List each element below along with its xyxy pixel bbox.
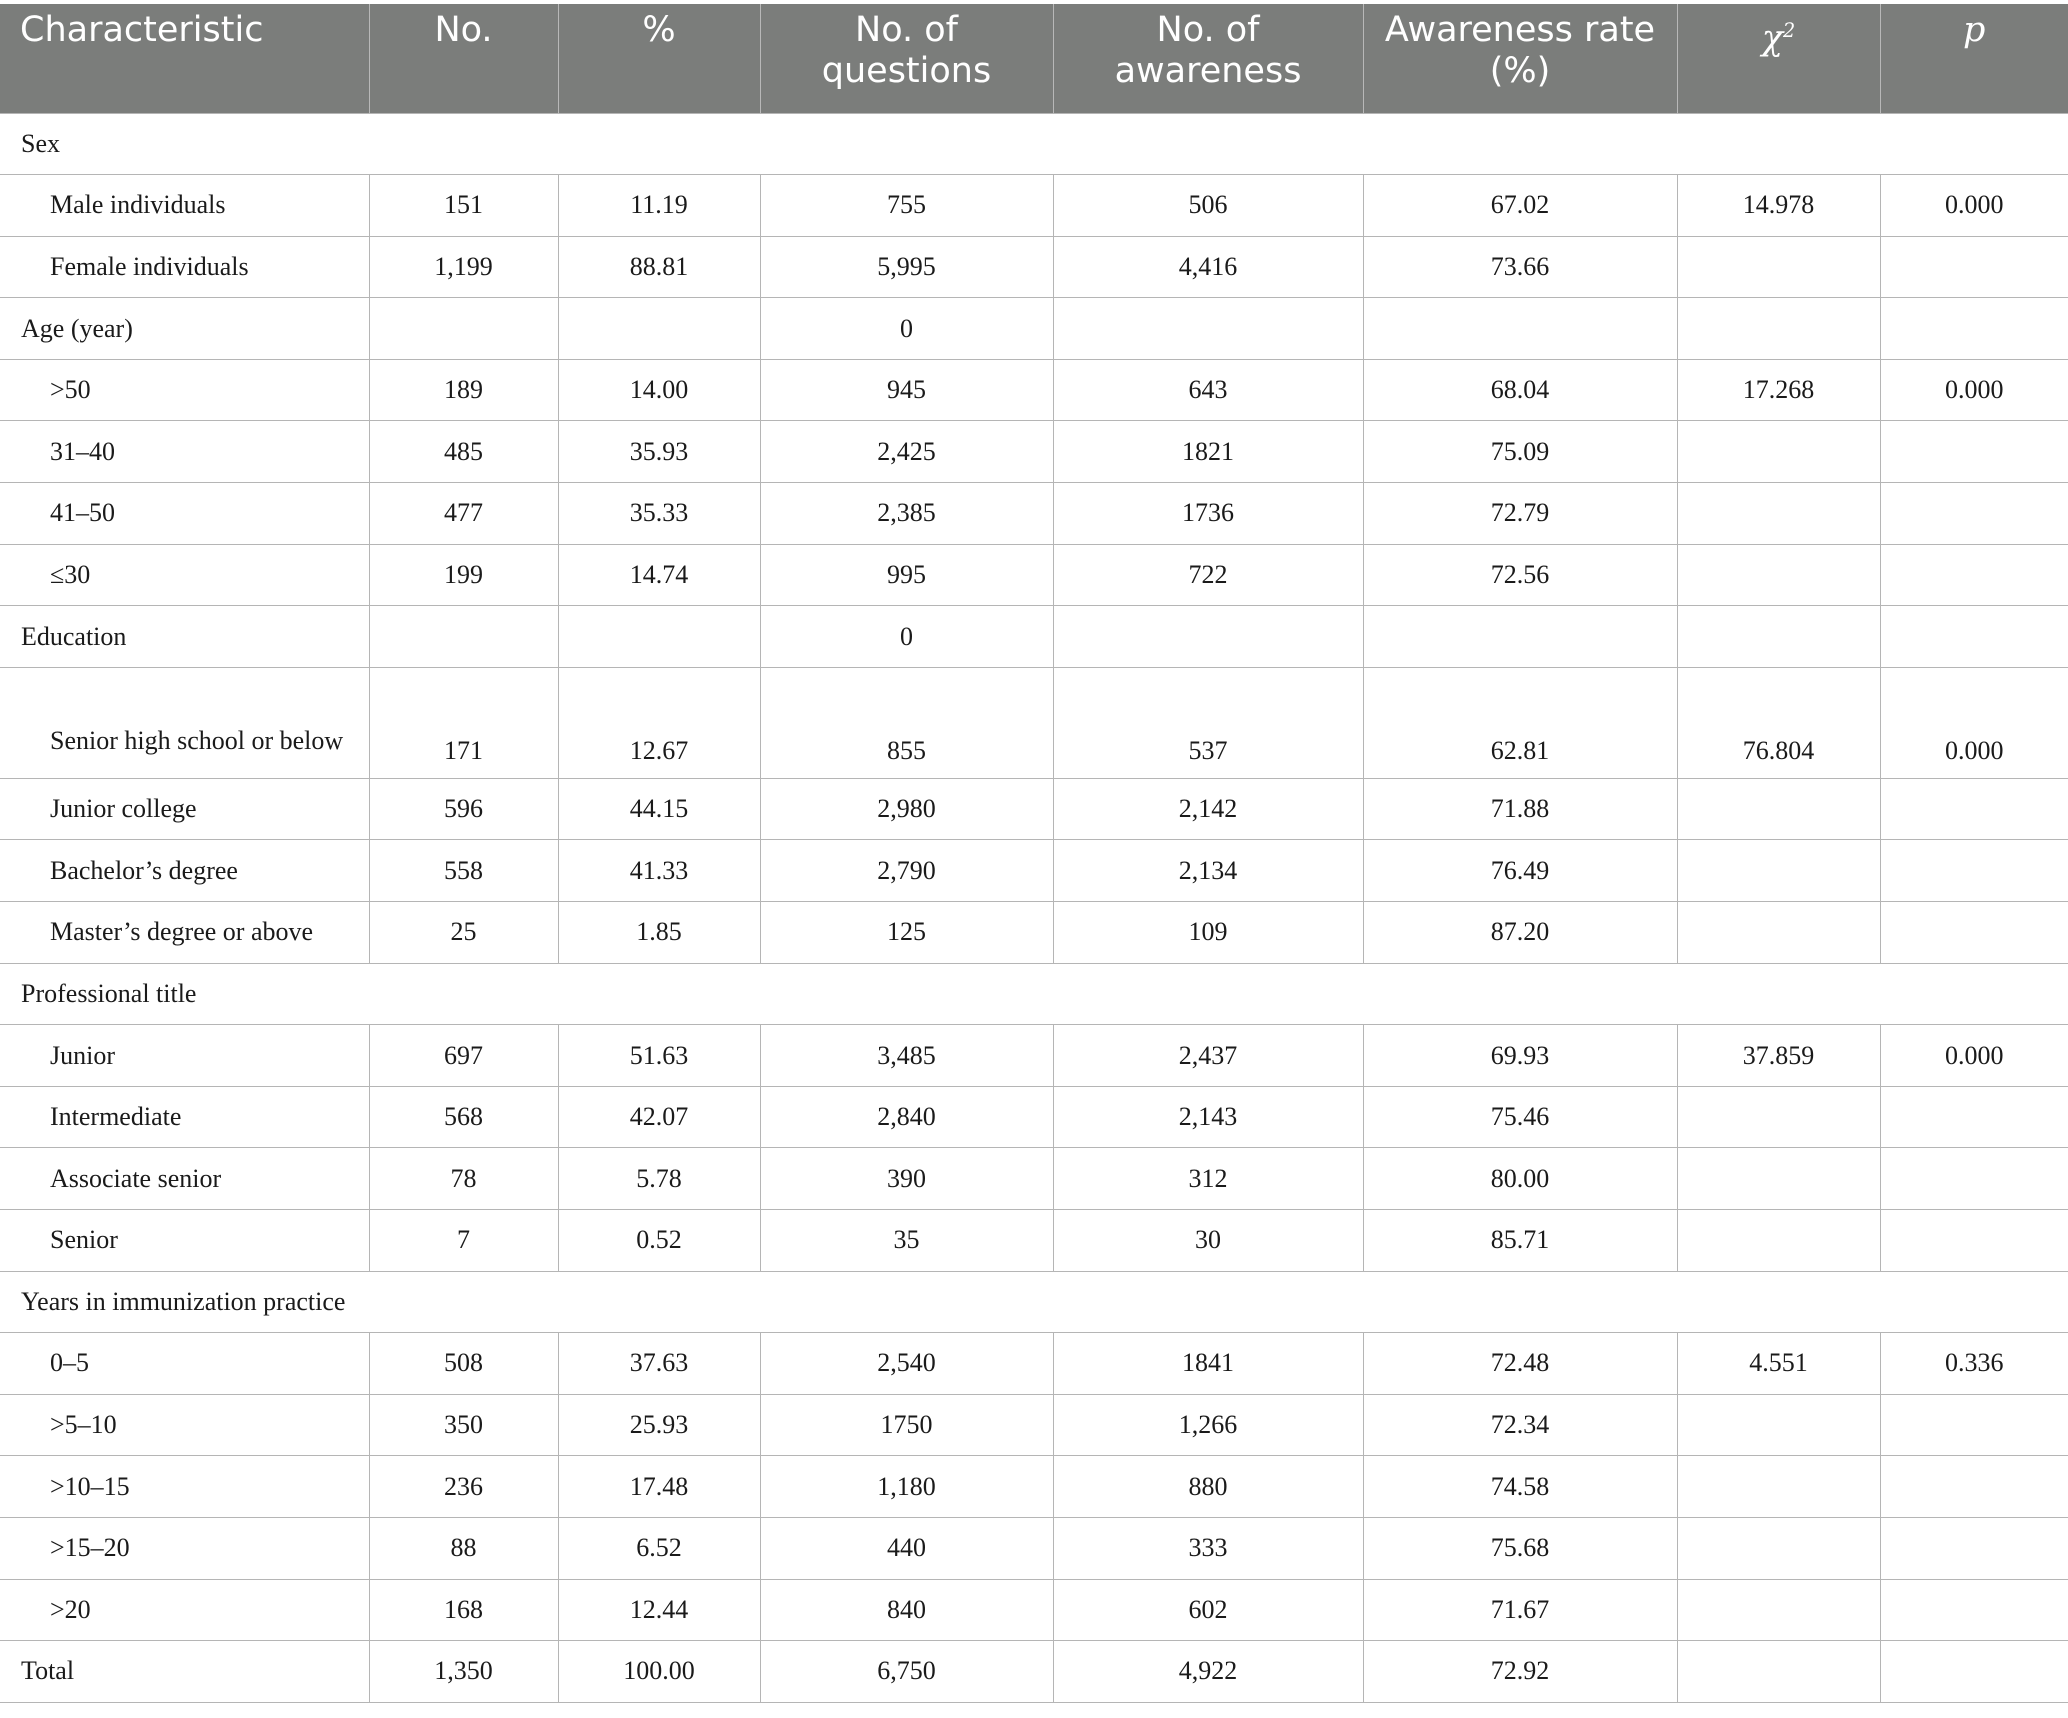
cell-chi-square — [1677, 1394, 1880, 1456]
table-row — [0, 1394, 2068, 1456]
cell-awareness-rate: 68.04 — [1363, 359, 1677, 421]
cell-questions: 945 — [760, 359, 1053, 421]
cell-chi-square — [1677, 421, 1880, 483]
cell-percent: 5.78 — [558, 1148, 760, 1210]
cell-chi-square — [1677, 483, 1880, 545]
cell-percent: 37.63 — [558, 1333, 760, 1395]
group-row-years-in-practice — [0, 1271, 2068, 1333]
total-row — [0, 1641, 2068, 1703]
cell-no: 1,199 — [369, 236, 558, 298]
cell-p-value — [1880, 421, 2068, 483]
cell-questions: 2,385 — [760, 483, 1053, 545]
cell-percent: 25.93 — [558, 1394, 760, 1456]
cell-awareness: 537 — [1053, 667, 1363, 778]
cell-no: 508 — [369, 1333, 558, 1395]
table-row — [0, 1210, 2068, 1272]
cell-no: 1,350 — [369, 1641, 558, 1703]
cell-awareness-rate: 75.68 — [1363, 1517, 1677, 1579]
cell-awareness-rate: 72.56 — [1363, 544, 1677, 606]
cell-awareness-rate: 72.48 — [1363, 1333, 1677, 1395]
characteristics-table — [0, 4, 2068, 1703]
cell-no: 485 — [369, 421, 558, 483]
cell-percent: 1.85 — [558, 902, 760, 964]
cell-chi-square — [1677, 902, 1880, 964]
table-row — [0, 1333, 2068, 1395]
group-row-age — [0, 298, 2068, 360]
cell-chi-square — [1677, 1148, 1880, 1210]
cell-questions: 0 — [760, 606, 1053, 668]
cell-chi-square: 76.804 — [1677, 667, 1880, 778]
cell-no: 151 — [369, 175, 558, 237]
cell-awareness: 1,266 — [1053, 1394, 1363, 1456]
cell-characteristic: Senior — [0, 1210, 369, 1272]
cell-chi-square — [1677, 840, 1880, 902]
cell-percent: 44.15 — [558, 778, 760, 840]
cell-chi-square: 4.551 — [1677, 1333, 1880, 1395]
cell-p-value — [1880, 1456, 2068, 1518]
cell-p-value: 0.000 — [1880, 175, 2068, 237]
cell-no: 558 — [369, 840, 558, 902]
cell-questions: 755 — [760, 175, 1053, 237]
cell-no: 168 — [369, 1579, 558, 1641]
table-row — [0, 902, 2068, 964]
cell-no: 199 — [369, 544, 558, 606]
cell-awareness-rate: 67.02 — [1363, 175, 1677, 237]
cell-awareness: 30 — [1053, 1210, 1363, 1272]
header-chi-square: $\chi^2$ — [1677, 4, 1880, 113]
cell-questions: 1,180 — [760, 1456, 1053, 1518]
cell-awareness-rate: 69.93 — [1363, 1025, 1677, 1087]
cell-chi-square — [1677, 1517, 1880, 1579]
cell-characteristic: Senior high school or below — [0, 667, 369, 778]
cell-questions: 440 — [760, 1517, 1053, 1579]
cell-awareness: 333 — [1053, 1517, 1363, 1579]
cell-percent: 14.74 — [558, 544, 760, 606]
cell-chi-square — [1677, 236, 1880, 298]
group-label: Education — [0, 606, 369, 668]
cell-percent: 6.52 — [558, 1517, 760, 1579]
cell-questions: 2,790 — [760, 840, 1053, 902]
cell-awareness-rate: 75.09 — [1363, 421, 1677, 483]
cell-no: 568 — [369, 1086, 558, 1148]
cell-characteristic: >20 — [0, 1579, 369, 1641]
cell-awareness: 2,437 — [1053, 1025, 1363, 1087]
cell-chi-square — [1677, 1641, 1880, 1703]
cell-characteristic: Male individuals — [0, 175, 369, 237]
cell-p-value — [1880, 902, 2068, 964]
cell-awareness-rate: 76.49 — [1363, 840, 1677, 902]
table-row — [0, 1517, 2068, 1579]
cell-chi-square — [1677, 1456, 1880, 1518]
cell-questions: 995 — [760, 544, 1053, 606]
cell-characteristic: Junior college — [0, 778, 369, 840]
group-row-sex — [0, 113, 2068, 175]
table-row — [0, 175, 2068, 237]
cell-percent: 11.19 — [558, 175, 760, 237]
cell-no: 596 — [369, 778, 558, 840]
cell-characteristic: 41–50 — [0, 483, 369, 545]
header-awareness-rate: Awareness rate (%) — [1363, 4, 1677, 113]
cell-chi-square — [1677, 1086, 1880, 1148]
cell-p-value — [1880, 236, 2068, 298]
table-row — [0, 1456, 2068, 1518]
cell-p-value — [1880, 1517, 2068, 1579]
cell-percent: 12.44 — [558, 1579, 760, 1641]
table-header-row — [0, 4, 2068, 113]
cell-p-value — [1880, 1394, 2068, 1456]
cell-p-value — [1880, 778, 2068, 840]
table-row — [0, 1148, 2068, 1210]
cell-questions: 2,980 — [760, 778, 1053, 840]
cell-no: 171 — [369, 667, 558, 778]
table-row — [0, 236, 2068, 298]
cell-p-value — [1880, 1148, 2068, 1210]
header-characteristic: Characteristic — [0, 4, 369, 113]
cell-awareness: 506 — [1053, 175, 1363, 237]
cell-chi-square — [1677, 544, 1880, 606]
cell-characteristic: >5–10 — [0, 1394, 369, 1456]
cell-awareness-rate: 74.58 — [1363, 1456, 1677, 1518]
cell-awareness: 1841 — [1053, 1333, 1363, 1395]
cell-percent: 88.81 — [558, 236, 760, 298]
cell-questions: 390 — [760, 1148, 1053, 1210]
group-label: Years in immunization practice — [0, 1271, 2068, 1333]
cell-p-value — [1880, 1210, 2068, 1272]
cell-p-value — [1880, 483, 2068, 545]
cell-p-value — [1880, 1579, 2068, 1641]
header-no: No. — [369, 4, 558, 113]
cell-awareness: 722 — [1053, 544, 1363, 606]
cell-p-value: 0.000 — [1880, 359, 2068, 421]
cell-questions: 1750 — [760, 1394, 1053, 1456]
cell-questions: 3,485 — [760, 1025, 1053, 1087]
cell-p-value — [1880, 1641, 2068, 1703]
cell-characteristic: Master’s degree or above — [0, 902, 369, 964]
group-row-education — [0, 606, 2068, 668]
cell-chi-square: 37.859 — [1677, 1025, 1880, 1087]
cell-awareness-rate: 72.34 — [1363, 1394, 1677, 1456]
cell-characteristic: ≤30 — [0, 544, 369, 606]
table-row — [0, 359, 2068, 421]
cell-awareness: 109 — [1053, 902, 1363, 964]
cell-awareness-rate: 72.79 — [1363, 483, 1677, 545]
cell-percent: 41.33 — [558, 840, 760, 902]
cell-questions: 840 — [760, 1579, 1053, 1641]
header-no-of-awareness: No. of awareness — [1053, 4, 1363, 113]
cell-awareness: 4,416 — [1053, 236, 1363, 298]
cell-questions: 2,425 — [760, 421, 1053, 483]
cell-chi-square: 14.978 — [1677, 175, 1880, 237]
cell-no: 350 — [369, 1394, 558, 1456]
cell-characteristic: Intermediate — [0, 1086, 369, 1148]
cell-awareness-rate: 71.88 — [1363, 778, 1677, 840]
cell-no: 78 — [369, 1148, 558, 1210]
cell-awareness: 1736 — [1053, 483, 1363, 545]
cell-p-value — [1880, 544, 2068, 606]
cell-questions: 2,840 — [760, 1086, 1053, 1148]
table-row — [0, 778, 2068, 840]
cell-characteristic: Total — [0, 1641, 369, 1703]
cell-no: 7 — [369, 1210, 558, 1272]
table-row — [0, 667, 2068, 778]
cell-percent: 51.63 — [558, 1025, 760, 1087]
table-row — [0, 544, 2068, 606]
table-row — [0, 1579, 2068, 1641]
cell-awareness-rate: 85.71 — [1363, 1210, 1677, 1272]
cell-questions: 35 — [760, 1210, 1053, 1272]
table-row — [0, 483, 2068, 545]
cell-awareness: 602 — [1053, 1579, 1363, 1641]
cell-p-value: 0.000 — [1880, 667, 2068, 778]
table-row — [0, 421, 2068, 483]
cell-percent: 14.00 — [558, 359, 760, 421]
cell-awareness-rate: 62.81 — [1363, 667, 1677, 778]
cell-no: 88 — [369, 1517, 558, 1579]
cell-chi-square: 17.268 — [1677, 359, 1880, 421]
cell-awareness-rate: 75.46 — [1363, 1086, 1677, 1148]
cell-characteristic: Bachelor’s degree — [0, 840, 369, 902]
cell-awareness: 643 — [1053, 359, 1363, 421]
cell-p-value: 0.000 — [1880, 1025, 2068, 1087]
cell-no: 189 — [369, 359, 558, 421]
cell-awareness: 2,134 — [1053, 840, 1363, 902]
cell-chi-square — [1677, 1579, 1880, 1641]
group-label: Sex — [0, 113, 2068, 175]
cell-p-value — [1880, 840, 2068, 902]
cell-characteristic: >50 — [0, 359, 369, 421]
cell-awareness: 4,922 — [1053, 1641, 1363, 1703]
cell-awareness-rate: 73.66 — [1363, 236, 1677, 298]
cell-chi-square — [1677, 778, 1880, 840]
cell-percent: 35.33 — [558, 483, 760, 545]
cell-awareness: 2,143 — [1053, 1086, 1363, 1148]
cell-p-value — [1880, 1086, 2068, 1148]
table-row — [0, 840, 2068, 902]
cell-percent: 35.93 — [558, 421, 760, 483]
group-row-professional-title — [0, 963, 2068, 1025]
cell-percent: 17.48 — [558, 1456, 760, 1518]
cell-percent: 100.00 — [558, 1641, 760, 1703]
cell-characteristic: >15–20 — [0, 1517, 369, 1579]
header-percent: % — [558, 4, 760, 113]
cell-awareness-rate: 71.67 — [1363, 1579, 1677, 1641]
cell-awareness-rate: 87.20 — [1363, 902, 1677, 964]
cell-awareness: 2,142 — [1053, 778, 1363, 840]
cell-characteristic: 31–40 — [0, 421, 369, 483]
group-label: Professional title — [0, 963, 2068, 1025]
cell-percent: 42.07 — [558, 1086, 760, 1148]
cell-characteristic: Female individuals — [0, 236, 369, 298]
cell-characteristic: Associate senior — [0, 1148, 369, 1210]
cell-characteristic: Junior — [0, 1025, 369, 1087]
cell-questions: 6,750 — [760, 1641, 1053, 1703]
header-p-value: p — [1880, 4, 2068, 113]
group-label: Age (year) — [0, 298, 369, 360]
cell-p-value: 0.336 — [1880, 1333, 2068, 1395]
cell-percent: 12.67 — [558, 667, 760, 778]
cell-chi-square — [1677, 1210, 1880, 1272]
cell-awareness: 312 — [1053, 1148, 1363, 1210]
cell-no: 236 — [369, 1456, 558, 1518]
cell-questions: 2,540 — [760, 1333, 1053, 1395]
cell-awareness: 1821 — [1053, 421, 1363, 483]
table-row — [0, 1086, 2068, 1148]
cell-percent: 0.52 — [558, 1210, 760, 1272]
cell-questions: 0 — [760, 298, 1053, 360]
cell-characteristic: 0–5 — [0, 1333, 369, 1395]
cell-characteristic: >10–15 — [0, 1456, 369, 1518]
cell-awareness: 880 — [1053, 1456, 1363, 1518]
cell-no: 25 — [369, 902, 558, 964]
cell-no: 477 — [369, 483, 558, 545]
cell-questions: 855 — [760, 667, 1053, 778]
header-no-of-questions: No. of questions — [760, 4, 1053, 113]
cell-awareness-rate: 72.92 — [1363, 1641, 1677, 1703]
cell-no: 697 — [369, 1025, 558, 1087]
cell-awareness-rate: 80.00 — [1363, 1148, 1677, 1210]
cell-questions: 125 — [760, 902, 1053, 964]
table-row — [0, 1025, 2068, 1087]
cell-questions: 5,995 — [760, 236, 1053, 298]
